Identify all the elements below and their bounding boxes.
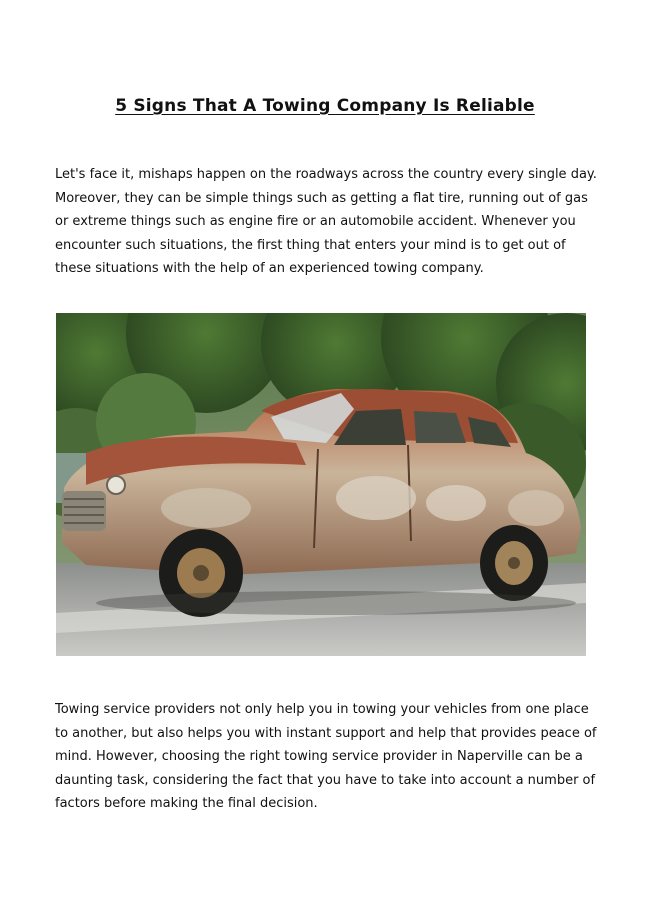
intro-paragraph: Let's face it, mishaps happen on the roadways across the country every single day. Moreover, they can be simple things such as getting a flat tire, running out of gas or extreme things such as engine fire or an automobile accident. Whenever you encounter such situations, the first thing that enters your mind is to get out of these situations with the help of an experienced towing company.	[55, 167, 597, 276]
body-paragraph: Towing service providers not only help you in towing your vehicles from one place to another, but also helps you with instant support and help that provides peace of mind. However, choosing the right towing service provider in Naperville can be a daunting task, considering the fact that you have to take into account a number of factors before making the final decision.	[55, 702, 597, 811]
rusty-car-photo	[56, 313, 586, 656]
page-title: 5 Signs That A Towing Company Is Reliable	[115, 96, 535, 116]
